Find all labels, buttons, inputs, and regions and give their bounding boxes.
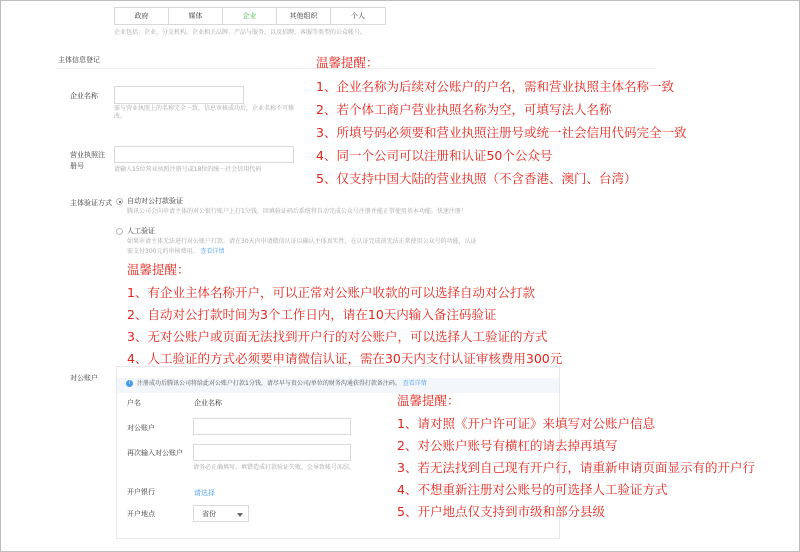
account-number-confirm-hint: 请务必正确填写，填错造成打款验证失败，会导致帐号冻结。 [193,464,356,471]
tips1-item-3: 3、所填号码必须要和营业执照注册号或统一社会信用代码完全一致 [316,124,687,140]
company-name-hint: 需与营业执照上的名称完全一致，信息审核成功后，企业名称不可修改。 [114,105,295,121]
tab-other-org[interactable]: 其他组织 [277,8,331,24]
account-number-confirm-label: 再次输入对公账户 [127,449,183,457]
account-name-value: 企业名称 [194,399,222,407]
account-number-confirm-input[interactable] [193,444,351,461]
chevron-down-icon [237,513,243,517]
tips3-title: 温馨提醒： [397,393,460,408]
company-name-input[interactable] [114,86,244,104]
manual-verify-desc-line2-text: 需支付300元的审核费用。 [127,248,199,255]
tips3-item-5: 5、开户地点仅支持到市级和部分县级 [397,503,605,519]
bank-select-link[interactable]: 请选择 [194,489,215,497]
tips3-item-2: 2、对公账户账号有横杠的请去掉再填写 [397,437,618,453]
info-icon: i [126,380,133,387]
verify-method-label: 主体验证方式 [70,199,112,207]
manual-verify-radio[interactable] [116,228,123,235]
tips3-item-1: 1、请对照《开户许可证》来填写对公账户信息 [397,415,655,431]
tips3-item-3: 3、若无法找到自己现有开户行，请重新申请页面显示有的开户行 [397,459,755,475]
tips2-item-2: 2、自动对公打款时间为3个工作日内，请在10天内输入备注码验证 [127,306,497,322]
company-name-label: 企业名称 [70,92,98,100]
tips1-item-1: 1、企业名称为后续对公账户的户名，需和营业执照主体名称一致 [316,78,674,94]
manual-verify-desc-line2 [127,248,224,256]
tips-block-3 [397,395,755,518]
manual-verify-details-link[interactable]: 查看详情 [200,248,225,255]
license-hint: 请输入15位营业执照注册号或18位的统一社会信用代码 [114,166,262,173]
tips-block-1 [316,57,686,185]
manual-verify-title: 人工验证 [127,227,155,235]
auto-verify-radio[interactable] [116,198,123,205]
bank-location-label: 开户地点 [127,510,155,518]
auto-verify-desc: 腾讯公司会向申请主体的对公银行账户上打1分钱，回填验证码后系统将自动完成公众号注册并能正常使用基本功能。快速注册！ [127,208,467,215]
tips2-item-3: 3、无对公账户或页面无法找到开户行的对公账户，可以选择人工验证的方式 [127,328,548,344]
manual-verify-desc-line1: 如果申请主体无法进行对公账户打款，请在30天内申请微信认证以确认主体真实性，在认证完成前无法正常使用公众号的功能，认证 [127,238,477,245]
province-select-value: 省份 [202,510,216,518]
account-name-label: 户名 [127,399,141,407]
account-number-input[interactable] [193,418,351,435]
tips2-title: 温馨提醒： [127,262,190,277]
tips2-item-1: 1、有企业主体名称开户，可以正常对公账户收款的可以选择自动对公打款 [127,284,535,300]
tips-block-2 [127,264,562,365]
province-select[interactable] [193,505,249,522]
tab-government[interactable]: 政府 [115,8,169,24]
section-title: 主体信息登记 [58,56,100,64]
auto-verify-title: 自动对公打款验证 [127,197,183,205]
tips3-item-4: 4、不想重新注册对公账号的可选择人工验证方式 [397,481,668,497]
account-notice [137,380,427,388]
account-label: 对公账户 [70,374,98,382]
tips2-item-4: 4、人工验证的方式必须要申请微信认证，需在30天内支付认证审核费用300元 [127,350,563,366]
tab-media[interactable]: 媒体 [169,8,223,24]
tips1-title: 温馨提醒： [316,55,379,70]
license-label: 营业执照注册号 [70,151,105,170]
org-type-tabs [114,7,386,25]
account-notice-text: 注册成功后腾讯公司将给此对公账户打款1分钱，请尽早与贵公司/单位的财务沟通获得打款备注码。 [137,380,401,387]
tab-individual[interactable]: 个人 [351,12,365,20]
org-type-description: 企业包括：企业，分支机构，企业相关品牌，产品与服务，以及招聘，客服等类型的公众帐号。 [114,29,367,36]
bank-label: 开户银行 [127,488,155,496]
license-input[interactable] [114,146,294,163]
tips1-item-4: 4、同一个公司可以注册和认证50个公众号 [316,147,553,163]
account-notice-link[interactable]: 查看详情 [402,380,427,387]
tips1-item-2: 2、若个体工商户营业执照名称为空，可填写法人名称 [316,101,612,117]
tab-enterprise[interactable]: 企业 [223,8,277,24]
tips1-item-5: 5、仅支持中国大陆的营业执照（不含香港、澳门、台湾） [316,170,637,186]
account-number-label: 对公账户 [127,424,155,432]
